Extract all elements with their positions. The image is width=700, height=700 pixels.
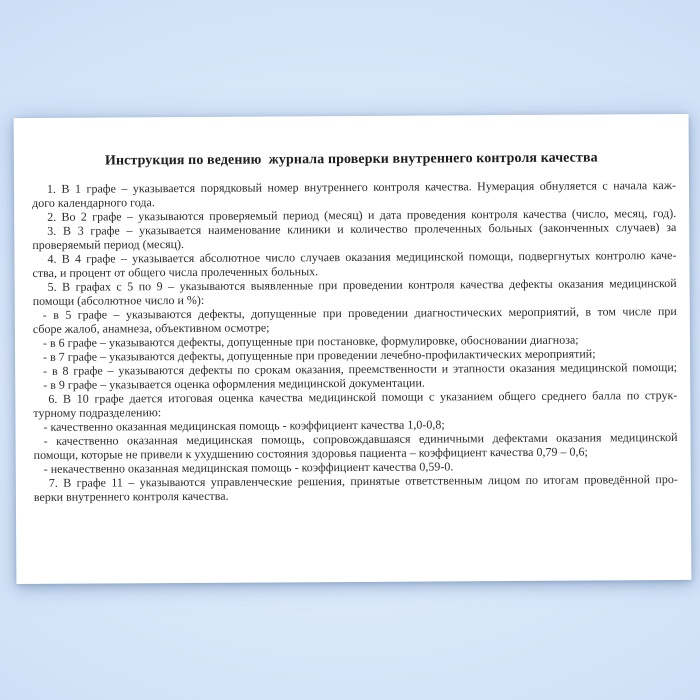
document-line: 6. В 10 графе дается итоговая оценка качества медицинской помощи с указанием общего среднего балла по струк-	[48, 388, 678, 406]
document-line: - качественно оказанная медицинская помощь, сопровождавшаяся единичными дефектами оказания медицинской	[43, 430, 678, 448]
document-line: верки внутреннего контроля качества.	[33, 488, 229, 504]
document-body	[14, 178, 691, 504]
document-line: помощи, которые не привели к ухудшению состояния здоровья пациента – коэффициент качества 0,79 – 0,6;	[33, 444, 588, 462]
document-line: турному подразделению:	[33, 405, 162, 420]
document-line: - в 8 графе – указываются дефекты по срокам оказания, преемственности и этапности оказания медицинской помощи;	[43, 360, 678, 378]
document-line: - некачественно оказанная медицинская помощь - коэффициент качества 0,59-0.	[43, 459, 454, 476]
document-line: 3. В 3 графе – указывается наименование клиники и количество пролеченных больных (законченных случаев) за	[47, 220, 677, 238]
document-line: - в 7 графе – указываются дефекты, допущенные при проведении лечебно-профилактических мероприятий;	[42, 346, 596, 364]
document-line: дого календарного года.	[32, 195, 155, 210]
document-line: - в 9 графе – указывается оценка оформления медицинской документации.	[43, 375, 425, 392]
document-line: - качественно оказанная медицинская помощь - коэффициент качества 1,0-0,8;	[43, 417, 445, 434]
document-line: проверяемый период (месяц).	[32, 237, 185, 252]
document-line: 1. В 1 графе – указывается порядковый номер внутреннего контроля качества. Нумерация обнуляется с начала каж-	[46, 178, 677, 196]
document-line: 5. В графах с 5 по 9 – указываются выявленные при проведении контроля качества дефекты оказания медицинской	[47, 276, 677, 294]
document-line: - в 5 графе – указываются дефекты, допущенные при проведении диагностических мероприятий, в том числе при	[42, 304, 677, 322]
document-page	[14, 114, 692, 584]
document-line: - в 6 графе – указываются дефекты, допущенные при постановке, формулировке, обосновании диагноза;	[42, 332, 579, 350]
document-line: помощи (абсолютное число и %):	[32, 292, 205, 308]
document-title: Инструкция по ведению журнала проверки внутреннего контроля качества	[104, 150, 598, 169]
document-line: сборе жалоб, анамнеза, объективном осмотре;	[32, 320, 270, 336]
document-line: 7. В графе 11 – указываются управленческие решения, принятые ответственным лицом по итогам проведённой про-	[48, 472, 678, 490]
document-line: 4. В 4 графе – указывается абсолютное число случаев оказания медицинской помощи, подвергнутых контролю каче-	[47, 248, 677, 266]
document-line: ства, и процент от общего числа пролеченных больных.	[32, 264, 319, 280]
document-line: 2. Во 2 графе – указываются проверяемый период (месяц) и дата проведения контроля качества (число, месяц, год).	[47, 206, 677, 224]
